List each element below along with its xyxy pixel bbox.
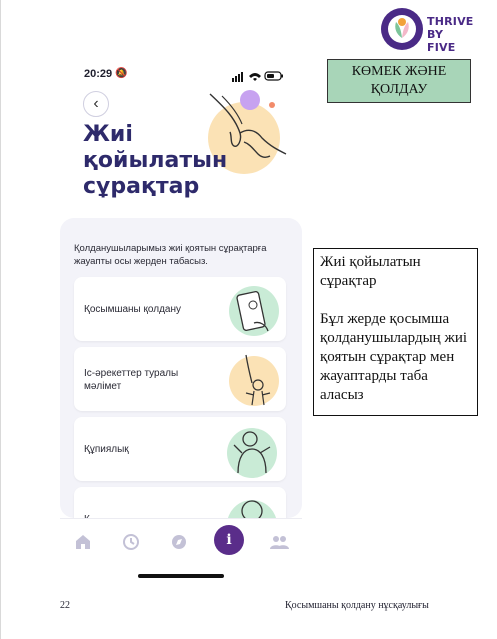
faq-item-app-usage[interactable] xyxy=(74,277,286,341)
logo-wordmark xyxy=(427,15,474,54)
logo-line-2: BY FIVE xyxy=(427,28,456,54)
status-icons xyxy=(232,70,284,82)
phone-hand-icon xyxy=(224,283,280,339)
phone-screenshot xyxy=(60,62,312,582)
person-hiding-icon xyxy=(224,423,280,479)
description-body: Бұл жерде қосымша қолданушылардың жиі қоятын сұрақтар мен жауаптарды таба аласыз xyxy=(320,311,468,403)
description-title: Жиі қойылатын сұрақтар xyxy=(320,254,421,289)
back-button[interactable] xyxy=(83,91,109,117)
help-support-label: КӨМЕК ЖӘНЕ ҚОЛДАУ xyxy=(327,59,471,103)
faq-item-label: Құпиялық xyxy=(84,444,129,455)
page-title: Жиі қойылатын сұрақтар xyxy=(83,122,228,199)
people-icon[interactable] xyxy=(266,529,292,555)
description-box xyxy=(313,248,478,416)
page-edge xyxy=(0,0,1,639)
logo-mark xyxy=(381,8,423,50)
faq-item-label: Қосымшаны қолдану xyxy=(84,304,181,315)
parent-child-icon xyxy=(224,353,280,409)
logo-line-1: THRIVE xyxy=(427,15,474,28)
faq-intro-text: Қолданушыларымыз жиі қоятын сұрақтарға жауапты осы жерден табасыз. xyxy=(74,243,267,267)
faq-item-label: Іс-әрекеттер туралы мәлімет xyxy=(84,368,179,392)
thrive-by-five-logo xyxy=(381,8,474,54)
footer-doc-title: Қосымшаны қолдану нұсқаулығы xyxy=(285,600,429,611)
home-indicator xyxy=(138,574,224,578)
status-time: 20:29 xyxy=(84,68,113,80)
history-icon[interactable] xyxy=(118,529,144,555)
back-arrow-icon: ‹ xyxy=(93,95,99,112)
faq-panel xyxy=(60,218,302,518)
status-bar xyxy=(84,68,284,84)
page-number: 22 xyxy=(60,600,70,611)
faq-item-privacy[interactable] xyxy=(74,417,286,481)
faq-item-activities-info[interactable] xyxy=(74,347,286,411)
info-icon[interactable]: i xyxy=(214,525,244,555)
bottom-nav xyxy=(60,518,302,563)
mute-bell-icon: 🔕 xyxy=(115,68,128,79)
compass-icon[interactable] xyxy=(166,529,192,555)
home-icon[interactable] xyxy=(70,529,96,555)
